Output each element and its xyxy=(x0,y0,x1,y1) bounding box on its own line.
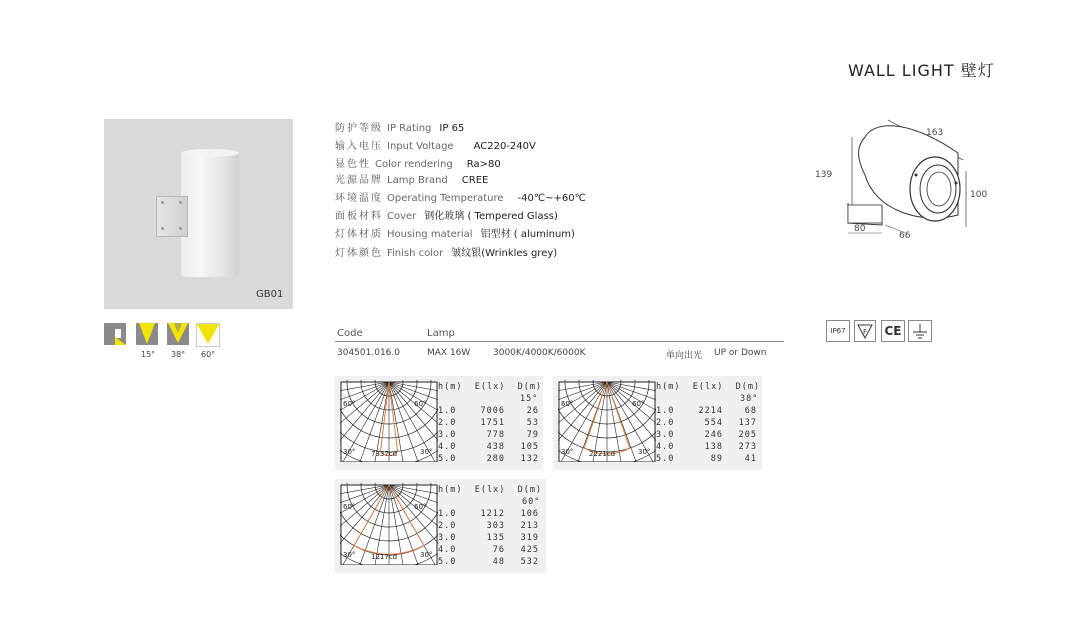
beam-60-icon xyxy=(196,323,220,347)
row-e: 2214 xyxy=(698,406,723,416)
row-e: 48 xyxy=(492,557,505,567)
angle-label: 60° xyxy=(414,400,427,408)
row-e: 246 xyxy=(704,430,723,440)
dim-base-width: 80 xyxy=(854,224,866,234)
row-d: 79 xyxy=(526,430,539,440)
col-d: D(m) xyxy=(517,382,543,392)
beam-label: 15° xyxy=(141,350,156,359)
photometric-panel-60 xyxy=(335,479,546,573)
beam-label: 60° xyxy=(201,350,216,359)
polar-mask xyxy=(340,565,438,569)
spec-value: 皱纹银(Wrinkles grey) xyxy=(451,248,558,259)
cert-ip67: IP67 xyxy=(826,320,850,342)
angle-label: 60° xyxy=(343,400,356,408)
screw-icon xyxy=(179,201,182,204)
polar-mask xyxy=(558,462,656,466)
beam-angle: 15° xyxy=(520,394,539,404)
row-h: 4.0 xyxy=(656,442,675,452)
cylinder-top xyxy=(181,149,239,157)
angle-label: 60° xyxy=(414,503,427,511)
col-e: E(lx) xyxy=(474,382,506,392)
table-code: 304501.016.0 xyxy=(337,348,400,358)
screw-icon xyxy=(161,227,164,230)
row-d: 26 xyxy=(526,406,539,416)
row-h: 2.0 xyxy=(656,418,675,428)
row-h: 5.0 xyxy=(438,557,457,567)
table-power: MAX 16W xyxy=(427,348,471,358)
mounting-box xyxy=(156,196,188,237)
photo-head xyxy=(656,382,760,392)
spec-cn: 面板材料 xyxy=(335,211,383,222)
row-h: 3.0 xyxy=(438,533,457,543)
row-e: 554 xyxy=(704,418,723,428)
photometric-panel-38 xyxy=(553,376,762,470)
row-e: 7006 xyxy=(480,406,505,416)
dim-length: 163 xyxy=(926,128,944,138)
row-h: 2.0 xyxy=(438,521,457,531)
table-direction-cn: 单向出光 xyxy=(666,351,703,361)
peak-intensity: 7337cd xyxy=(371,450,398,458)
cert-f-icon xyxy=(854,320,876,342)
angle-label: 30° xyxy=(638,448,651,456)
row-e: 280 xyxy=(486,454,505,464)
col-h: h(m) xyxy=(438,485,463,495)
angle-label: 60° xyxy=(343,503,356,511)
model-label: GB01 xyxy=(256,289,284,300)
row-d: 273 xyxy=(738,442,757,452)
peak-intensity: 2221cd xyxy=(589,450,616,458)
photo-head xyxy=(438,382,542,392)
col-e: E(lx) xyxy=(474,485,506,495)
product-photo xyxy=(104,119,293,309)
row-h: 1.0 xyxy=(438,509,457,519)
spec-en: Lamp Brand xyxy=(387,175,448,186)
row-d: 106 xyxy=(520,509,539,519)
dim-base-depth: 66 xyxy=(899,231,911,241)
spec-value: IP 65 xyxy=(439,123,465,134)
row-h: 1.0 xyxy=(438,406,457,416)
angle-label: 30° xyxy=(343,448,356,456)
dim-diameter: 100 xyxy=(970,190,988,200)
row-e: 778 xyxy=(486,430,505,440)
beam-15-icon xyxy=(136,323,158,345)
row-e: 135 xyxy=(486,533,505,543)
dim-height: 139 xyxy=(815,170,833,180)
beam-38-icon xyxy=(167,323,189,345)
wall-mount-icon xyxy=(104,323,126,345)
col-d: D(m) xyxy=(517,485,543,495)
spec-en: Finish color xyxy=(387,248,444,259)
spec-cn: 防护等级 xyxy=(335,123,383,134)
row-h: 1.0 xyxy=(656,406,675,416)
col-h: h(m) xyxy=(656,382,681,392)
spec-lamp-brand xyxy=(335,171,488,186)
row-h: 4.0 xyxy=(438,442,457,452)
beam-angle: 38° xyxy=(740,394,759,404)
spec-value: 钢化玻璃 ( Tempered Glass) xyxy=(424,211,558,222)
spec-value: 铝型材 ( aluminum) xyxy=(480,229,575,240)
spec-cn: 灯体颜色 xyxy=(335,248,383,259)
spec-input-voltage xyxy=(335,137,536,152)
table-header-code: Code xyxy=(337,328,363,339)
row-d: 41 xyxy=(744,454,757,464)
spec-en: Operating Temperature xyxy=(387,193,504,204)
polar-diagram xyxy=(340,483,438,569)
polar-diagram xyxy=(558,380,656,466)
table-header-lamp: Lamp xyxy=(427,328,455,339)
row-e: 438 xyxy=(486,442,505,452)
spec-en: IP Rating xyxy=(387,123,432,134)
peak-intensity: 1217cd xyxy=(371,553,398,561)
row-h: 2.0 xyxy=(438,418,457,428)
polar-mask xyxy=(340,462,438,466)
beam-label: 38° xyxy=(171,350,186,359)
spec-operating-temperature xyxy=(335,189,586,204)
spec-color-rendering xyxy=(335,155,501,170)
angle-label: 30° xyxy=(420,551,433,559)
spec-en: Housing material xyxy=(387,229,473,240)
row-e: 1751 xyxy=(480,418,505,428)
row-e: 89 xyxy=(710,454,723,464)
spec-en: Color rendering xyxy=(375,159,453,170)
row-d: 213 xyxy=(520,521,539,531)
beam-angle: 60° xyxy=(522,497,541,507)
row-d: 137 xyxy=(738,418,757,428)
angle-label: 30° xyxy=(561,448,574,456)
row-e: 76 xyxy=(492,545,505,555)
screw-icon xyxy=(179,227,182,230)
col-d: D(m) xyxy=(735,382,761,392)
row-d: 319 xyxy=(520,533,539,543)
cert-f-text: F xyxy=(863,328,868,336)
spec-cn: 输入电压 xyxy=(335,141,383,152)
table-direction-en: UP or Down xyxy=(714,348,767,358)
col-e: E(lx) xyxy=(692,382,724,392)
angle-label: 30° xyxy=(420,448,433,456)
row-d: 132 xyxy=(520,454,539,464)
polar-diagram xyxy=(340,380,438,466)
cert-ce: CE xyxy=(881,320,905,342)
photometric-panel-15 xyxy=(335,376,543,470)
row-d: 205 xyxy=(738,430,757,440)
spec-value: Ra>80 xyxy=(466,159,501,170)
angle-label: 60° xyxy=(632,400,645,408)
row-d: 53 xyxy=(526,418,539,428)
spec-cn: 环境温度 xyxy=(335,193,383,204)
row-h: 3.0 xyxy=(438,430,457,440)
row-e: 138 xyxy=(704,442,723,452)
spec-en: Input Voltage xyxy=(387,141,454,152)
spec-ip-rating xyxy=(335,119,464,134)
row-h: 5.0 xyxy=(438,454,457,464)
table-cct: 3000K/4000K/6000K xyxy=(493,348,586,358)
cert-ground-icon xyxy=(908,320,932,342)
row-e: 303 xyxy=(486,521,505,531)
spec-value: -40℃~+60℃ xyxy=(517,193,586,204)
spec-finish-color xyxy=(335,244,557,259)
cylinder-body xyxy=(181,153,239,277)
angle-label: 60° xyxy=(561,400,574,408)
spec-cn: 显色性 xyxy=(335,159,371,170)
spec-cover xyxy=(335,207,558,222)
row-h: 3.0 xyxy=(656,430,675,440)
row-d: 532 xyxy=(520,557,539,567)
col-h: h(m) xyxy=(438,382,463,392)
row-d: 68 xyxy=(744,406,757,416)
row-h: 5.0 xyxy=(656,454,675,464)
spec-value: CREE xyxy=(461,175,489,186)
page-title: WALL LIGHT 壁灯 xyxy=(848,61,995,80)
row-e: 1212 xyxy=(480,509,505,519)
spec-cn: 灯体材质 xyxy=(335,229,383,240)
spec-value: AC220-240V xyxy=(473,141,536,152)
row-h: 4.0 xyxy=(438,545,457,555)
table-divider xyxy=(335,341,784,342)
row-d: 425 xyxy=(520,545,539,555)
row-d: 105 xyxy=(520,442,539,452)
spec-cn: 光源品牌 xyxy=(335,175,383,186)
photo-head xyxy=(438,485,542,495)
spec-en: Cover xyxy=(387,211,417,222)
angle-label: 30° xyxy=(343,551,356,559)
screw-icon xyxy=(161,201,164,204)
spec-housing-material xyxy=(335,225,575,240)
